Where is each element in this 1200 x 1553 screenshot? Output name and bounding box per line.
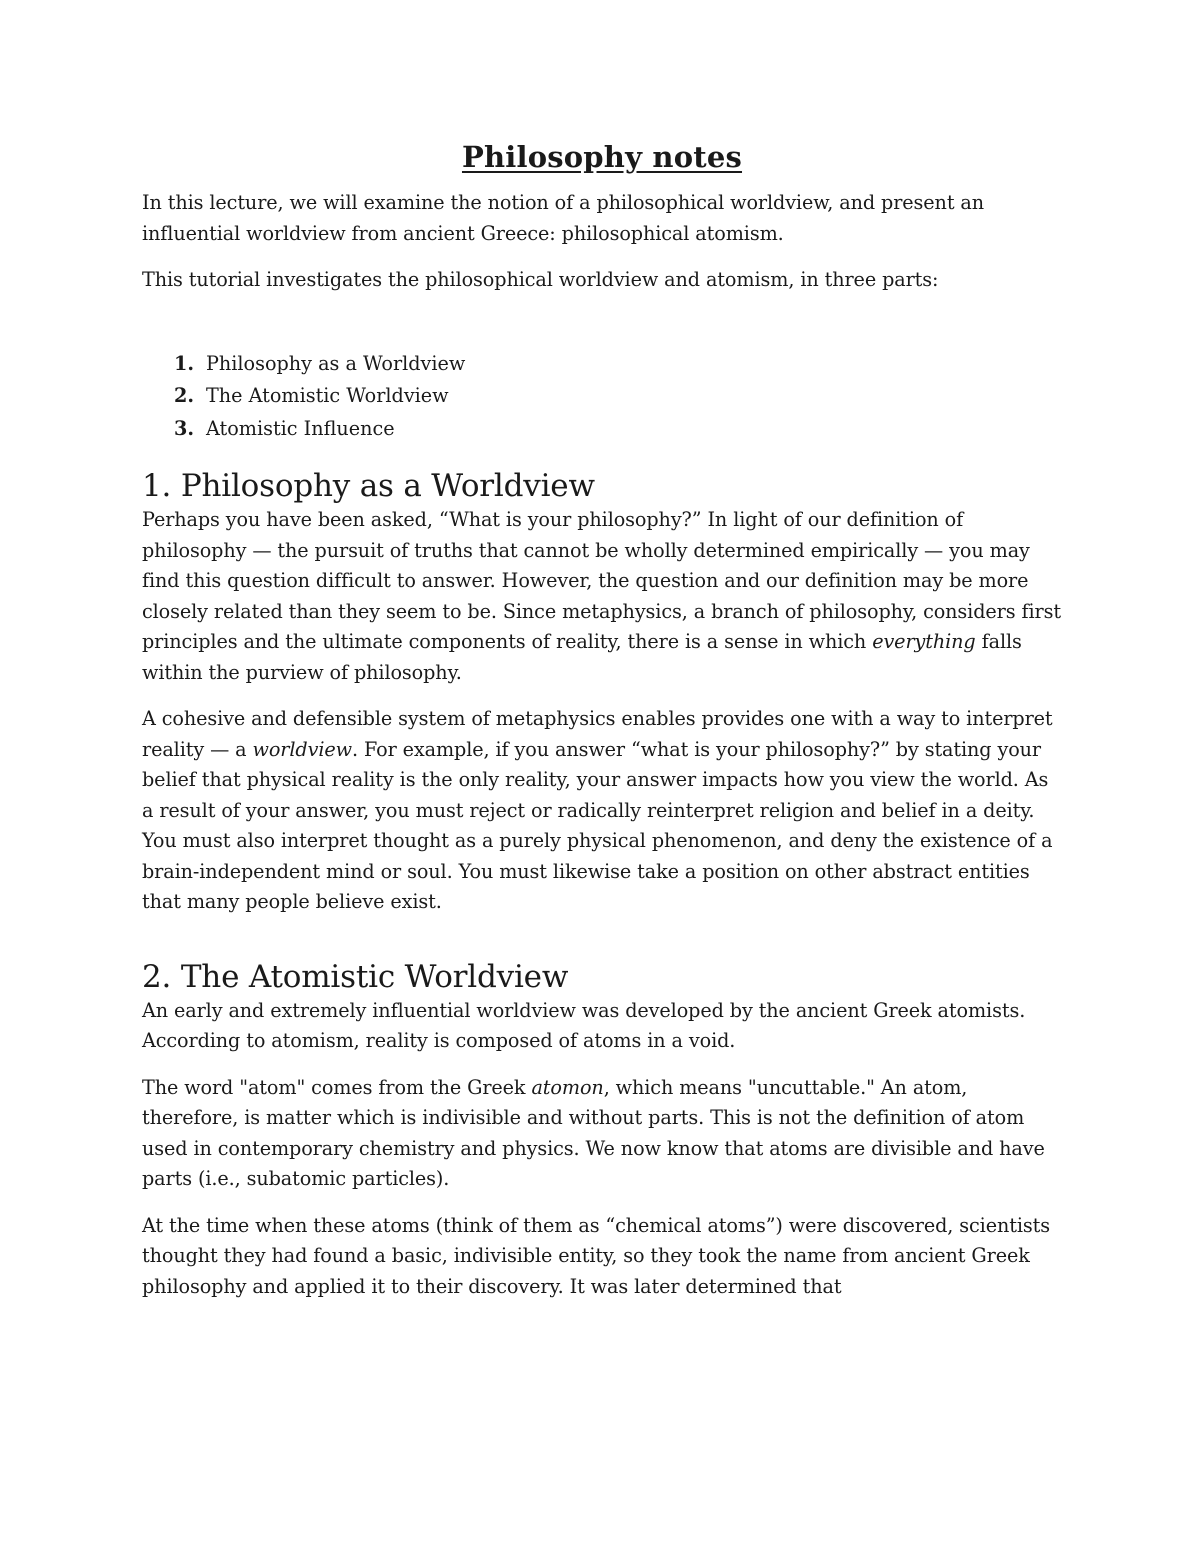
text-span: . For example, if you answer “what is your philosophy?” by stating your belief that physical reality is the only reality, your answer impacts how you view the world. As a result of your answer, you must reject or radically reinterpret religion and belief in a deity. You must also interpret thought as a purely physical phenomenon, and deny the existence of a brain-independent mind or soul. You must likewise take a position on other abstract entities that many people believe exist. xyxy=(142,737,1053,913)
toc-item-number: 3. xyxy=(174,416,195,440)
intro-paragraph-2: This tutorial investigates the philosophical worldview and atomism, in three parts: xyxy=(142,268,939,291)
section-1-heading: 1. Philosophy as a Worldview xyxy=(142,468,595,504)
text-span: , which means "uncuttable." An atom, therefore, is matter which is indivisible and without parts. This is not the definition of atom used in contemporary chemistry and physics. We now know that atoms are divisible and have parts (i.e., subatomic particles). xyxy=(142,1075,1045,1190)
text-span: The word "atom" comes from the Greek xyxy=(142,1075,532,1099)
document-page xyxy=(142,140,1062,1318)
toc-item-number: 2. xyxy=(174,384,195,407)
intro-paragraph-1: In this lecture, we will examine the notion of a philosophical worldview, and present an influential worldview from ancient Greece: philosophical atomism. xyxy=(142,191,985,245)
section-2-paragraph-1: An early and extremely influential worldview was developed by the ancient Greek atomists. According to atomism, reality is composed of atoms in a void. xyxy=(142,998,1026,1052)
document-title: Philosophy notes xyxy=(461,140,743,174)
section-2-heading: 2. The Atomistic Worldview xyxy=(142,958,569,995)
text-span: falls within the purview of philosophy. xyxy=(142,630,1022,684)
toc-item xyxy=(174,413,1062,446)
toc-item xyxy=(174,380,1062,413)
section-2-paragraph-3: At the time when these atoms (think of them as “chemical atoms”) were discovered, scientists thought they had found a basic, indivisible entity, so they took the name from ancient Greek philosophy and applied it to their discovery. It was later determined that xyxy=(142,1213,1050,1298)
toc-item-label: Atomistic Influence xyxy=(206,416,395,440)
text-span: Perhaps you have been asked, “What is your philosophy?” In light of our definition of philosophy — the pursuit of truths that cannot be wholly determined empirically — you may find this question difficult to answer. However, the question and our definition may be more closely related than they seem to be. Since metaphysics, a branch of philosophy, considers first principles and the ultimate components of reality, there is a sense in which xyxy=(142,508,1061,653)
text-span: A cohesive and defensible system of metaphysics enables provides one with a way to interpret reality — a xyxy=(142,707,1053,761)
emphasis-text: everything xyxy=(872,630,976,653)
section-2-paragraph-2 xyxy=(142,1073,1062,1195)
toc-item-label: The Atomistic Worldview xyxy=(206,384,449,407)
emphasis-text: worldview xyxy=(252,737,352,761)
toc-item-number: 1. xyxy=(174,351,195,375)
toc-item xyxy=(174,348,1062,381)
section-1-paragraph-1 xyxy=(142,505,1062,688)
section-1-paragraph-2 xyxy=(142,704,1062,918)
table-of-contents xyxy=(174,348,1062,446)
emphasis-text: atomon xyxy=(531,1075,604,1099)
toc-item-label: Philosophy as a Worldview xyxy=(206,351,466,375)
